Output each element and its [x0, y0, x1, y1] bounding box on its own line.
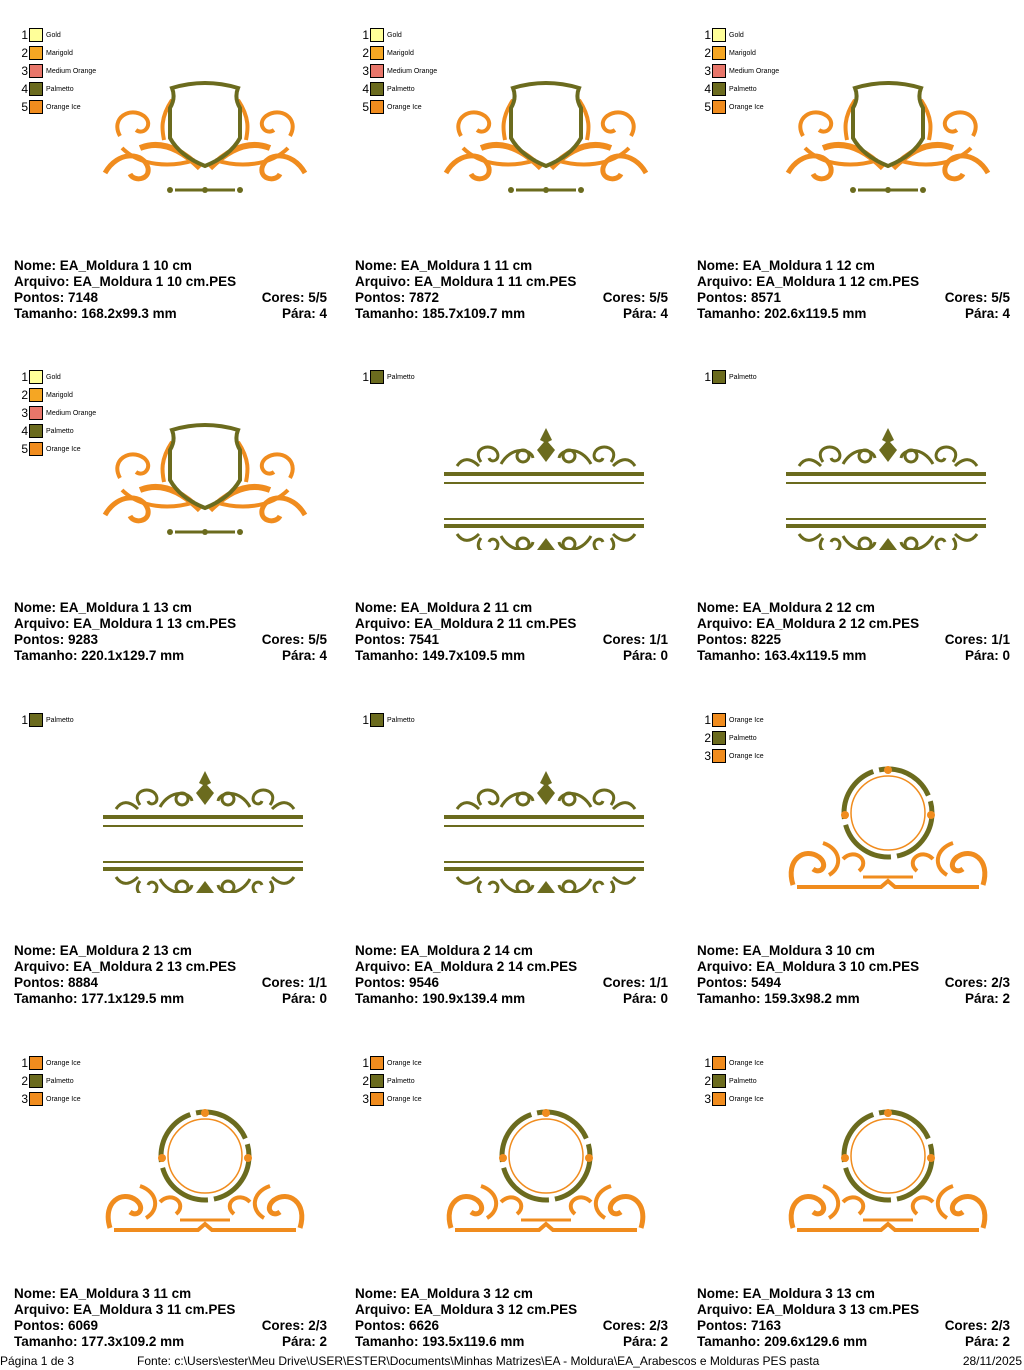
design-info	[697, 600, 1010, 664]
legend-color-name: Medium Orange	[729, 67, 780, 75]
color-swatch	[712, 370, 726, 384]
legend-number: 2	[704, 731, 711, 745]
design-stitches: Pontos: 9546	[355, 975, 440, 990]
color-swatch	[712, 46, 726, 60]
design-stitches: Pontos: 7148	[14, 290, 99, 305]
design-colors: Cores: 5/5	[261, 290, 327, 305]
legend-row	[361, 1054, 422, 1072]
legend-color-name: Palmetto	[729, 373, 757, 381]
legend-row	[361, 98, 437, 116]
color-swatch	[370, 64, 384, 78]
legend-row	[703, 98, 779, 116]
design-colors: Cores: 2/3	[261, 1318, 327, 1333]
legend-number: 4	[21, 424, 28, 438]
design-name: Nome: EA_Moldura 1 12 cm	[697, 258, 875, 273]
design-card	[0, 0, 330, 342]
design-size: Tamanho: 190.9x139.4 mm	[355, 991, 526, 1006]
legend-number: 1	[21, 28, 28, 42]
color-swatch	[712, 1074, 726, 1088]
design-stops: Pára: 0	[964, 648, 1010, 663]
legend-number: 4	[362, 82, 369, 96]
legend-color-name: Marigold	[46, 391, 73, 399]
legend-number: 2	[704, 46, 711, 60]
color-swatch	[370, 46, 384, 60]
color-swatch	[29, 100, 43, 114]
design-stitches: Pontos: 5494	[697, 975, 782, 990]
legend-color-name: Gold	[46, 373, 61, 381]
design-preview	[441, 763, 651, 893]
design-colors: Cores: 1/1	[261, 975, 327, 990]
design-info	[14, 600, 327, 664]
design-file: Arquivo: EA_Moldura 3 13 cm.PES	[697, 1302, 920, 1317]
legend-row	[703, 1090, 764, 1108]
design-card	[683, 1028, 1013, 1370]
legend-color-name: Palmetto	[46, 1077, 74, 1085]
legend-number: 3	[704, 64, 711, 78]
color-swatch	[29, 28, 43, 42]
design-name: Nome: EA_Moldura 2 12 cm	[697, 600, 875, 615]
legend-number: 1	[704, 370, 711, 384]
design-info	[14, 258, 327, 322]
legend-color-name: Marigold	[729, 49, 756, 57]
legend-color-name: Orange Ice	[729, 1059, 764, 1067]
design-info	[355, 258, 668, 322]
design-colors: Cores: 2/3	[602, 1318, 668, 1333]
design-stitches: Pontos: 7541	[355, 632, 440, 647]
legend-number: 1	[21, 713, 28, 727]
legend-row	[20, 386, 96, 404]
legend-row	[20, 1090, 81, 1108]
design-card	[341, 1028, 671, 1370]
legend-color-name: Gold	[46, 31, 61, 39]
legend-color-name: Marigold	[387, 49, 414, 57]
design-size: Tamanho: 159.3x98.2 mm	[697, 991, 860, 1006]
legend-color-name: Orange Ice	[387, 1095, 422, 1103]
design-name: Nome: EA_Moldura 2 11 cm	[355, 600, 533, 615]
design-preview	[783, 420, 993, 550]
color-legend	[703, 1054, 764, 1108]
design-colors: Cores: 5/5	[261, 632, 327, 647]
design-info	[14, 1286, 327, 1350]
design-size: Tamanho: 163.4x119.5 mm	[697, 648, 867, 663]
design-card	[0, 1028, 330, 1370]
design-card	[341, 0, 671, 342]
legend-number: 5	[21, 100, 28, 114]
legend-color-name: Palmetto	[729, 85, 757, 93]
design-preview	[783, 78, 993, 208]
design-card	[683, 685, 1013, 1027]
design-preview	[100, 420, 310, 550]
legend-number: 3	[362, 1092, 369, 1106]
design-stitches: Pontos: 8571	[697, 290, 782, 305]
legend-number: 2	[362, 46, 369, 60]
design-size: Tamanho: 193.5x119.6 mm	[355, 1334, 525, 1349]
color-swatch	[29, 64, 43, 78]
color-legend	[703, 368, 757, 386]
color-legend	[703, 711, 764, 765]
legend-number: 2	[21, 1074, 28, 1088]
legend-row	[20, 368, 96, 386]
legend-number: 3	[362, 64, 369, 78]
legend-number: 2	[704, 1074, 711, 1088]
design-file: Arquivo: EA_Moldura 1 13 cm.PES	[14, 616, 237, 631]
legend-row	[361, 711, 415, 729]
legend-color-name: Palmetto	[46, 716, 74, 724]
color-legend	[361, 1054, 422, 1108]
legend-color-name: Orange Ice	[46, 1059, 81, 1067]
design-card	[683, 342, 1013, 684]
design-card	[0, 685, 330, 1027]
legend-row	[20, 62, 96, 80]
design-stops: Pára: 4	[281, 648, 327, 663]
legend-color-name: Orange Ice	[46, 1095, 81, 1103]
design-info	[355, 600, 668, 664]
legend-number: 1	[362, 28, 369, 42]
design-colors: Cores: 2/3	[944, 1318, 1010, 1333]
color-swatch	[29, 1074, 43, 1088]
design-file: Arquivo: EA_Moldura 1 12 cm.PES	[697, 274, 920, 289]
design-stops: Pára: 2	[281, 1334, 327, 1349]
design-file: Arquivo: EA_Moldura 2 13 cm.PES	[14, 959, 237, 974]
legend-number: 1	[704, 713, 711, 727]
legend-row	[361, 1072, 422, 1090]
color-swatch	[712, 64, 726, 78]
color-swatch	[29, 424, 43, 438]
legend-number: 1	[362, 370, 369, 384]
color-swatch	[29, 388, 43, 402]
legend-color-name: Orange Ice	[387, 103, 422, 111]
design-file: Arquivo: EA_Moldura 2 11 cm.PES	[355, 616, 577, 631]
legend-row	[20, 44, 96, 62]
color-swatch	[712, 100, 726, 114]
design-colors: Cores: 1/1	[602, 975, 668, 990]
legend-number: 4	[21, 82, 28, 96]
design-size: Tamanho: 209.6x129.6 mm	[697, 1334, 868, 1349]
legend-row	[20, 1054, 81, 1072]
color-legend	[361, 368, 415, 386]
color-swatch	[370, 1056, 384, 1070]
design-name: Nome: EA_Moldura 3 12 cm	[355, 1286, 533, 1301]
legend-number: 1	[362, 713, 369, 727]
legend-row	[361, 62, 437, 80]
legend-row	[703, 729, 764, 747]
legend-color-name: Orange Ice	[46, 445, 81, 453]
legend-color-name: Palmetto	[387, 1077, 415, 1085]
design-file: Arquivo: EA_Moldura 3 12 cm.PES	[355, 1302, 578, 1317]
print-date: 28/11/2025	[962, 1354, 1022, 1368]
color-swatch	[712, 1056, 726, 1070]
design-stitches: Pontos: 6069	[14, 1318, 99, 1333]
color-swatch	[370, 1092, 384, 1106]
legend-color-name: Orange Ice	[387, 1059, 422, 1067]
legend-color-name: Gold	[387, 31, 402, 39]
design-name: Nome: EA_Moldura 3 11 cm	[14, 1286, 192, 1301]
legend-color-name: Palmetto	[729, 734, 757, 742]
legend-number: 5	[362, 100, 369, 114]
legend-row	[703, 368, 757, 386]
legend-number: 1	[21, 1056, 28, 1070]
color-legend	[703, 26, 779, 116]
design-colors: Cores: 5/5	[944, 290, 1010, 305]
color-legend	[20, 26, 96, 116]
legend-number: 3	[21, 406, 28, 420]
legend-color-name: Medium Orange	[46, 409, 97, 417]
color-swatch	[712, 28, 726, 42]
design-card	[341, 685, 671, 1027]
legend-color-name: Marigold	[46, 49, 73, 57]
design-file: Arquivo: EA_Moldura 3 10 cm.PES	[697, 959, 920, 974]
legend-number: 3	[21, 64, 28, 78]
color-swatch	[29, 406, 43, 420]
color-swatch	[712, 82, 726, 96]
legend-number: 5	[704, 100, 711, 114]
legend-color-name: Orange Ice	[729, 1095, 764, 1103]
design-card	[683, 0, 1013, 342]
design-stops: Pára: 0	[281, 991, 327, 1006]
design-info	[14, 943, 327, 1007]
color-swatch	[712, 731, 726, 745]
legend-number: 1	[704, 1056, 711, 1070]
design-preview	[100, 78, 310, 208]
design-info	[697, 258, 1010, 322]
legend-row	[703, 711, 764, 729]
source-path: Fonte: c:\Users\ester\Meu Drive\USER\ESTER\Documents\Minhas Matrizes\EA - Moldura\EA_Arabescos e Molduras PES pasta	[137, 1354, 820, 1368]
legend-row	[20, 422, 96, 440]
design-stitches: Pontos: 7872	[355, 290, 440, 305]
design-colors: Cores: 1/1	[944, 632, 1010, 647]
legend-row	[20, 404, 96, 422]
design-preview	[783, 763, 993, 893]
design-preview	[441, 1106, 651, 1236]
design-stitches: Pontos: 8225	[697, 632, 782, 647]
design-preview	[100, 1106, 310, 1236]
design-stitches: Pontos: 7163	[697, 1318, 782, 1333]
design-stops: Pára: 2	[964, 1334, 1010, 1349]
design-stops: Pára: 2	[964, 991, 1010, 1006]
legend-row	[20, 440, 96, 458]
design-name: Nome: EA_Moldura 3 10 cm	[697, 943, 875, 958]
color-legend	[20, 368, 96, 458]
design-colors: Cores: 1/1	[602, 632, 668, 647]
design-stops: Pára: 0	[622, 648, 668, 663]
legend-color-name: Orange Ice	[46, 103, 81, 111]
design-info	[697, 1286, 1010, 1350]
design-size: Tamanho: 149.7x109.5 mm	[355, 648, 526, 663]
design-size: Tamanho: 202.6x119.5 mm	[697, 306, 867, 321]
color-swatch	[712, 713, 726, 727]
design-name: Nome: EA_Moldura 1 13 cm	[14, 600, 192, 615]
color-swatch	[29, 442, 43, 456]
legend-row	[703, 1072, 764, 1090]
color-swatch	[712, 1092, 726, 1106]
legend-number: 2	[21, 388, 28, 402]
design-info	[355, 1286, 668, 1350]
legend-row	[20, 711, 74, 729]
design-preview	[100, 763, 310, 893]
design-info	[355, 943, 668, 1007]
design-stops: Pára: 4	[622, 306, 668, 321]
color-legend	[20, 1054, 81, 1108]
design-colors: Cores: 2/3	[944, 975, 1010, 990]
legend-color-name: Palmetto	[729, 1077, 757, 1085]
design-card	[341, 342, 671, 684]
legend-row	[703, 26, 779, 44]
color-swatch	[29, 46, 43, 60]
legend-row	[361, 44, 437, 62]
design-stops: Pára: 4	[964, 306, 1010, 321]
color-legend	[20, 711, 74, 729]
design-stops: Pára: 2	[622, 1334, 668, 1349]
legend-color-name: Gold	[729, 31, 744, 39]
legend-number: 4	[704, 82, 711, 96]
color-swatch	[29, 370, 43, 384]
legend-row	[20, 80, 96, 98]
legend-number: 1	[21, 370, 28, 384]
color-swatch	[370, 1074, 384, 1088]
legend-row	[20, 98, 96, 116]
design-info	[697, 943, 1010, 1007]
legend-row	[361, 80, 437, 98]
page-number: Página 1 de 3	[0, 1354, 75, 1368]
design-size: Tamanho: 185.7x109.7 mm	[355, 306, 526, 321]
legend-row	[703, 747, 764, 765]
legend-row	[20, 26, 96, 44]
legend-color-name: Orange Ice	[729, 103, 764, 111]
design-stitches: Pontos: 6626	[355, 1318, 440, 1333]
design-file: Arquivo: EA_Moldura 1 10 cm.PES	[14, 274, 237, 289]
design-size: Tamanho: 177.3x109.2 mm	[14, 1334, 185, 1349]
legend-number: 3	[704, 749, 711, 763]
color-swatch	[29, 1056, 43, 1070]
color-swatch	[370, 28, 384, 42]
design-file: Arquivo: EA_Moldura 1 11 cm.PES	[355, 274, 577, 289]
legend-color-name: Medium Orange	[46, 67, 97, 75]
color-swatch	[370, 100, 384, 114]
color-swatch	[370, 82, 384, 96]
color-legend	[361, 711, 415, 729]
legend-color-name: Orange Ice	[729, 752, 764, 760]
legend-row	[703, 44, 779, 62]
color-swatch	[29, 82, 43, 96]
legend-row	[20, 1072, 81, 1090]
color-swatch	[712, 749, 726, 763]
design-name: Nome: EA_Moldura 2 14 cm	[355, 943, 533, 958]
design-colors: Cores: 5/5	[602, 290, 668, 305]
legend-color-name: Palmetto	[387, 373, 415, 381]
color-swatch	[29, 1092, 43, 1106]
legend-row	[361, 1090, 422, 1108]
design-name: Nome: EA_Moldura 1 10 cm	[14, 258, 192, 273]
design-size: Tamanho: 168.2x99.3 mm	[14, 306, 177, 321]
design-file: Arquivo: EA_Moldura 2 12 cm.PES	[697, 616, 920, 631]
design-size: Tamanho: 220.1x129.7 mm	[14, 648, 185, 663]
design-stops: Pára: 0	[622, 991, 668, 1006]
color-swatch	[370, 370, 384, 384]
design-preview	[783, 1106, 993, 1236]
design-preview	[441, 420, 651, 550]
design-size: Tamanho: 177.1x129.5 mm	[14, 991, 185, 1006]
legend-color-name: Medium Orange	[387, 67, 438, 75]
legend-number: 2	[362, 1074, 369, 1088]
legend-color-name: Palmetto	[387, 85, 415, 93]
color-legend	[361, 26, 437, 116]
legend-number: 2	[21, 46, 28, 60]
design-stops: Pára: 4	[281, 306, 327, 321]
legend-number: 5	[21, 442, 28, 456]
legend-number: 3	[704, 1092, 711, 1106]
color-swatch	[29, 713, 43, 727]
legend-color-name: Palmetto	[46, 427, 74, 435]
design-preview	[441, 78, 651, 208]
design-stitches: Pontos: 9283	[14, 632, 99, 647]
legend-number: 1	[362, 1056, 369, 1070]
design-file: Arquivo: EA_Moldura 2 14 cm.PES	[355, 959, 578, 974]
design-file: Arquivo: EA_Moldura 3 11 cm.PES	[14, 1302, 236, 1317]
legend-row	[703, 62, 779, 80]
legend-row	[703, 80, 779, 98]
legend-color-name: Orange Ice	[729, 716, 764, 724]
legend-row	[361, 26, 437, 44]
legend-color-name: Palmetto	[46, 85, 74, 93]
design-stitches: Pontos: 8884	[14, 975, 99, 990]
design-card	[0, 342, 330, 684]
legend-row	[703, 1054, 764, 1072]
design-name: Nome: EA_Moldura 3 13 cm	[697, 1286, 875, 1301]
color-swatch	[370, 713, 384, 727]
design-name: Nome: EA_Moldura 2 13 cm	[14, 943, 192, 958]
legend-row	[361, 368, 415, 386]
legend-color-name: Palmetto	[387, 716, 415, 724]
design-name: Nome: EA_Moldura 1 11 cm	[355, 258, 533, 273]
legend-number: 1	[704, 28, 711, 42]
legend-number: 3	[21, 1092, 28, 1106]
